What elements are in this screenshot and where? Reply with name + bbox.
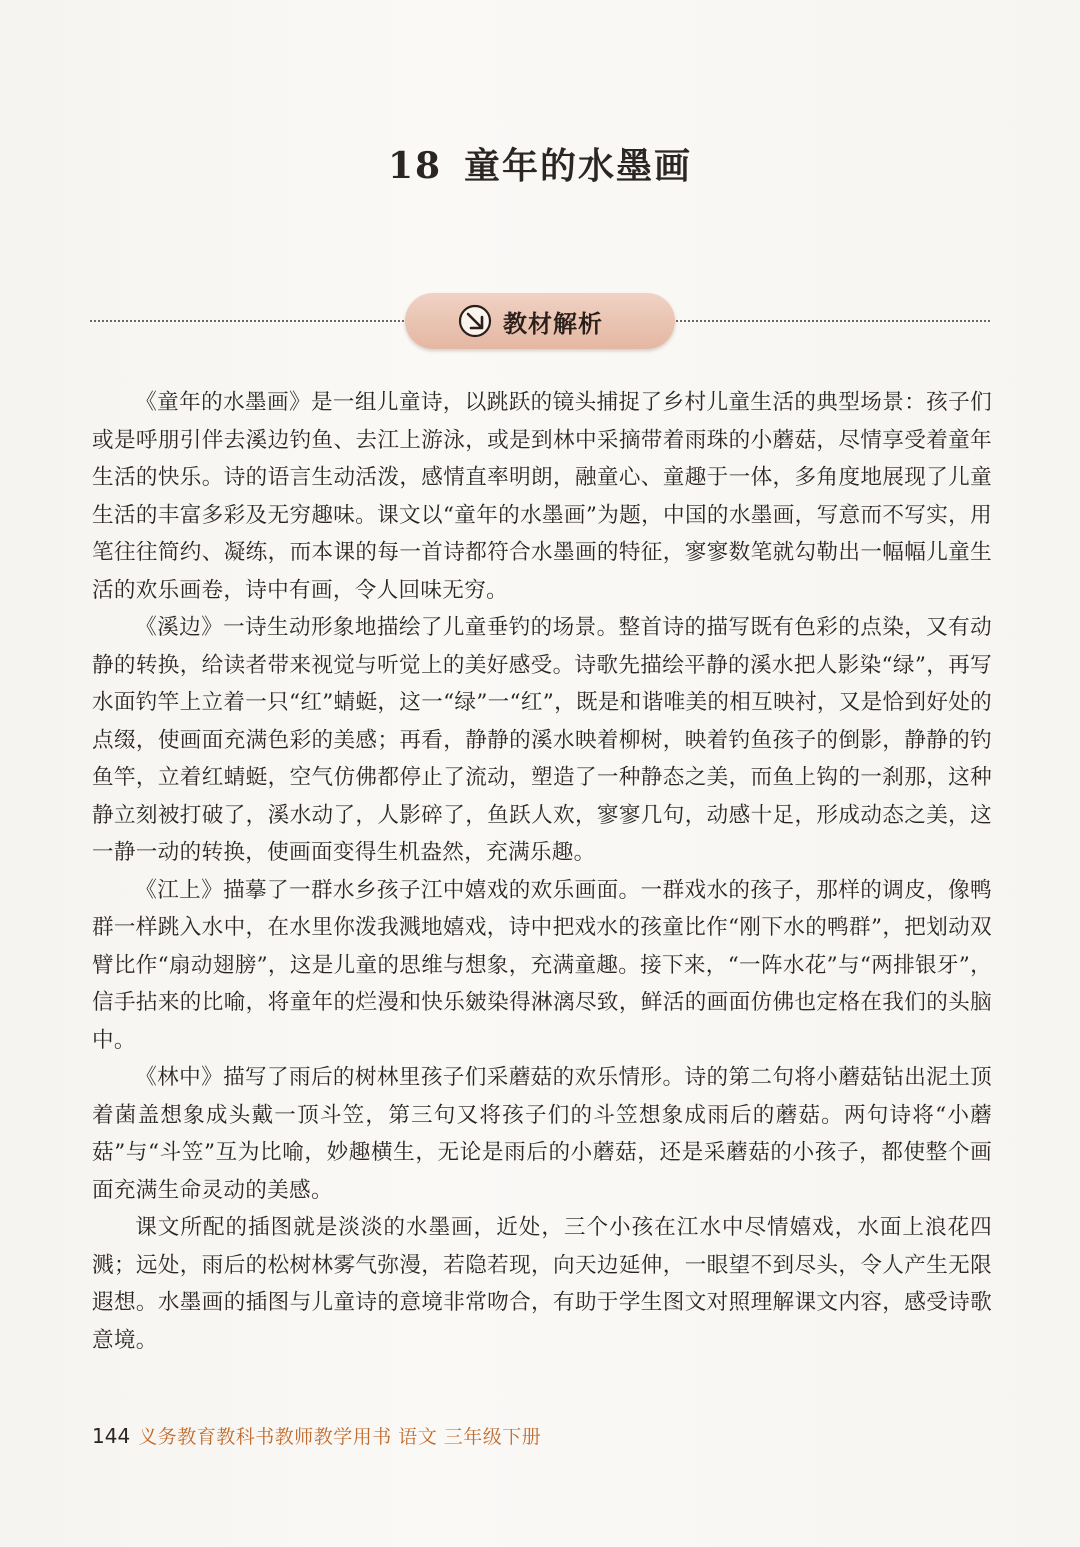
book-title: 义务教育教科书教师教学用书 语文 三年级下册 bbox=[138, 1426, 542, 1448]
section-label: 教材解析 bbox=[503, 309, 603, 338]
page-footer bbox=[92, 1422, 541, 1449]
lesson-title bbox=[0, 138, 1080, 189]
paragraph: 《江上》描摹了一群水乡孩子江中嬉戏的欢乐画面。一群戏水的孩子，那样的调皮，像鸭群一样跳入水中，在水里你泼我溅地嬉戏，诗中把戏水的孩童比作“刚下水的鸭群”，把划动双臂比作“扇动翅膀”，这是儿童的思维与想象，充满童趣。接下来，“一阵水花”与“两排银牙”，信手拈来的比喻，将童年的烂漫和快乐皴染得淋漓尽致，鲜活的画面仿佛也定格在我们的头脑中。 bbox=[92, 877, 993, 1053]
paragraph: 《溪边》一诗生动形象地描绘了儿童垂钓的场景。整首诗的描写既有色彩的点染，又有动静的转换，给读者带来视觉与听觉上的美好感受。诗歌先描绘平静的溪水把人影染“绿”，再写水面钓竿上立着一只“红”蜻蜓，这一“绿”一“红”，既是和谐唯美的相互映衬，又是恰到好处的点缀，使画面充满色彩的美感；再看，静静的溪水映着柳树，映着钓鱼孩子的倒影，静静的钓鱼竿，立着红蜻蜓，空气仿佛都停止了流动，塑造了一种静态之美，而鱼上钩的一刹那，这种静立刻被打破了，溪水动了，人影碎了，鱼跃人欢，寥寥几句，动感十足，形成动态之美，这一静一动的转换，使画面变得生机盎然，充满乐趣。 bbox=[92, 615, 993, 865]
dotted-divider-right bbox=[676, 320, 990, 322]
paragraph: 《林中》描写了雨后的树林里孩子们采蘑菇的欢乐情形。诗的第二句将小蘑菇钻出泥土顶着菌盖想象成头戴一顶斗笠，第三句又将孩子们的斗笠想象成雨后的蘑菇。两句诗将“小蘑菇”与“斗笠”互为比喻，妙趣横生，无论是雨后的小蘑菇，还是采蘑菇的小孩子，都使整个画面充满生命灵动的美感。 bbox=[92, 1065, 992, 1203]
paragraph: 《童年的水墨画》是一组儿童诗，以跳跃的镜头捕捉了乡村儿童生活的典型场景：孩子们或是呼朋引伴去溪边钓鱼、去江上游泳，或是到林中采摘带着雨珠的小蘑菇，尽情享受着童年生活的快乐。诗的语言生动活泼，感情直率明朗，融童心、童趣于一体，多角度地展现了儿童生活的丰富多彩及无穷趣味。课文以“童年的水墨画”为题，中国的水墨画，写意而不写实，用笔往往简约、凝练，而本课的每一首诗都符合水墨画的特征，寥寥数笔就勾勒出一幅幅儿童生活的欢乐画卷，诗中有画，令人回味无穷。 bbox=[92, 390, 992, 603]
arrow-down-right-circle-icon bbox=[457, 303, 493, 339]
dotted-divider-left bbox=[90, 320, 408, 322]
article-body bbox=[92, 384, 992, 1359]
section-header bbox=[405, 293, 675, 349]
paragraph: 课文所配的插图就是淡淡的水墨画，近处，三个小孩在江水中尽情嬉戏，水面上浪花四溅；远处，雨后的松树林雾气弥漫，若隐若现，向天边延伸，一眼望不到尽头，令人产生无限遐想。水墨画的插图与儿童诗的意境非常吻合，有助于学生图文对照理解课文内容，感受诗歌意境。 bbox=[92, 1215, 992, 1353]
page-number: 144 bbox=[92, 1424, 131, 1448]
lesson-number: 18 bbox=[387, 145, 443, 187]
lesson-title-text: 童年的水墨画 bbox=[464, 145, 693, 187]
